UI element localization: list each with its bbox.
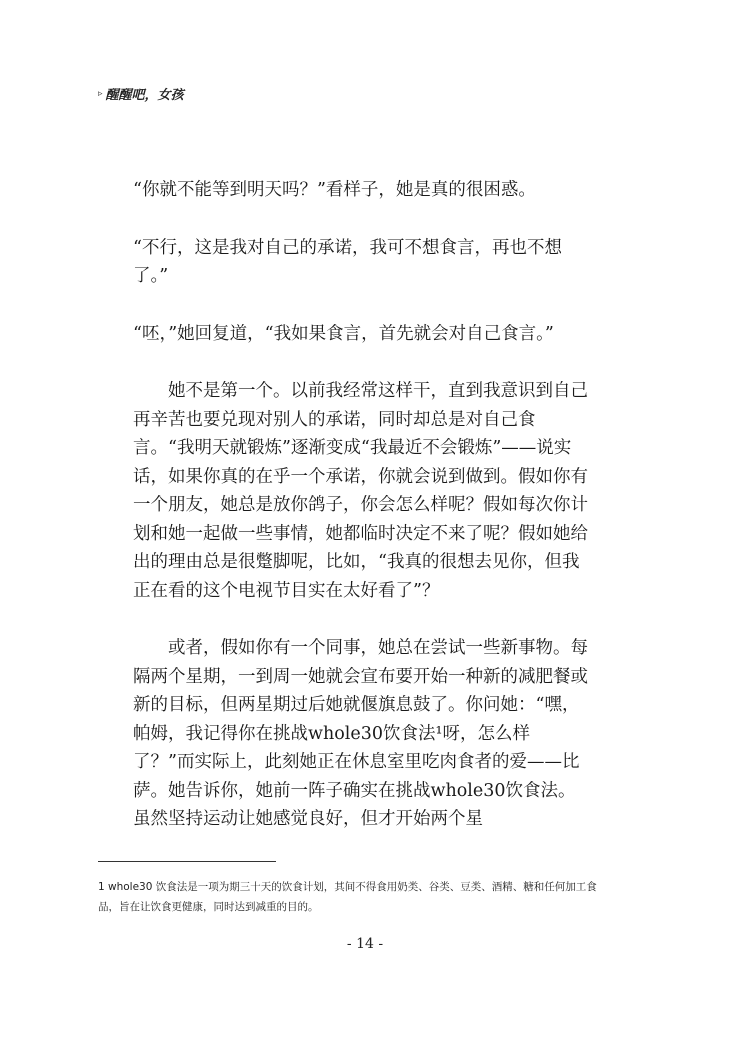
header-marker-icon: ▹ (98, 88, 103, 99)
paragraph-5: 或者，假如你有一个同事，她总在尝试一些新事物。每隔两个星期，一到周一她就会宣布要开始一种新的减肥餐或新的目标，但两星期过后她就偃旗息鼓了。你问她：“嘿，帕姆，我记得你在挑战whole30饮食法¹呀，怎么样了？”而实际上，此刻她正在休息室里吃肉食者的爱——比萨。她告诉你，她前一阵子确实在挑战whole30饮食法。虽然坚持运动让她感觉良好，但才开始两个星 (133, 638, 588, 829)
paragraph-2: “不行，这是我对自己的承诺，我可不想食言，再也不想了。” (133, 237, 562, 286)
footnote: 1 whole30 饮食法是一项为期三十天的饮食计划，其间不得食用奶类、谷类、豆类、酒精、糖和任何加工食品，旨在让饮食更健康，同时达到减重的目的。 (98, 881, 597, 913)
footnote-divider (98, 861, 276, 862)
page-number: - 14 - (346, 936, 384, 952)
book-title: 醒醒吧，女孩 (105, 88, 184, 103)
running-header (98, 84, 184, 103)
paragraph-4: 她不是第一个。以前我经常这样干，直到我意识到自己再辛苦也要兑现对别人的承诺，同时却总是对自己食言。“我明天就锻炼”逐渐变成“我最近不会锻炼”——说实话，如果你真的在乎一个承诺，你就会说到做到。假如你有一个朋友，她总是放你鸽子，你会怎么样呢？假如每次你计划和她一起做一些事情，她都临时决定不来了呢？假如她给出的理由总是很蹩脚呢，比如，“我真的很想去见你，但我正在看的这个电视节目实在太好看了”？ (133, 381, 588, 601)
paragraph-1: “你就不能等到明天吗？”看样子，她是真的很困惑。 (133, 180, 536, 200)
paragraph-3: “呸，”她回复道，“我如果食言，首先就会对自己食言。” (133, 323, 554, 344)
body-text (133, 176, 591, 863)
